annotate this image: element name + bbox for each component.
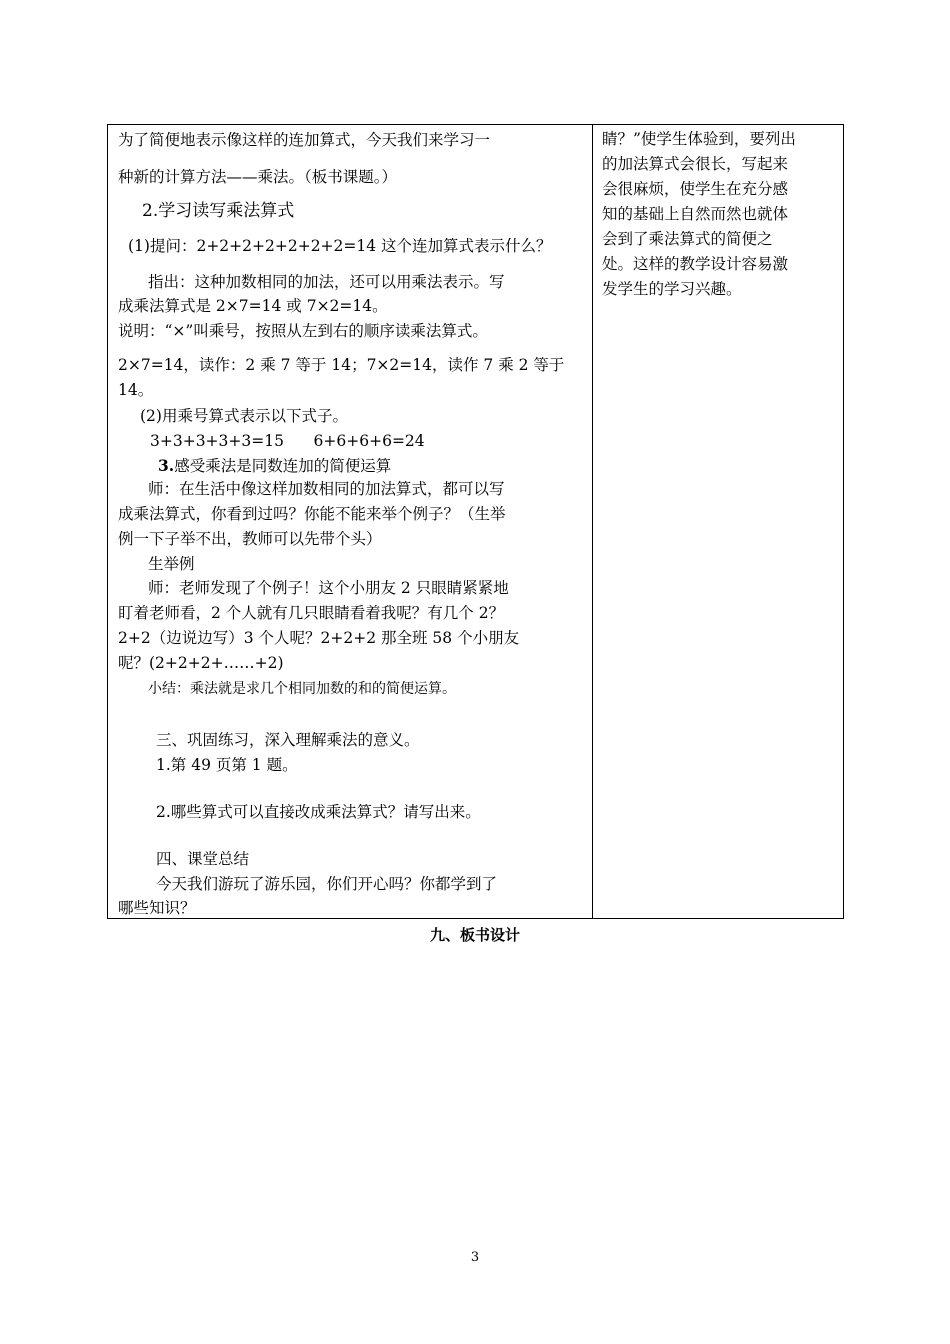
- exercise-item: 2.哪些算式可以直接改成乘法算式？请写出来。: [156, 803, 481, 821]
- summary: 小结：乘法就是求几个相同加数的和的简便运算。: [148, 681, 456, 697]
- text-line: 发学生的学习兴趣。: [602, 280, 742, 298]
- section-heading: 四、课堂总结: [156, 850, 250, 868]
- text-line: 处。这样的教学设计容易激: [602, 255, 789, 273]
- page-number: 3: [470, 1250, 480, 1265]
- exercise-item: 1.第 49 页第 1 题。: [156, 756, 298, 774]
- design-intent-cell: [593, 125, 843, 918]
- text-line: 成乘法算式，你看到过吗？你能不能来举个例子？（生举: [118, 505, 506, 523]
- teaching-process-cell: [108, 125, 593, 918]
- text-line: 成乘法算式是 2×7=14 或 7×2=14。: [118, 297, 388, 315]
- text-line: 今天我们游玩了游乐园，你们开心吗？你都学到了: [156, 875, 498, 893]
- text-line: 睛？”使学生体验到，要列出: [602, 130, 796, 148]
- text-line: 14。: [118, 381, 154, 399]
- question-1: (1)提问：2+2+2+2+2+2+2=14 这个连加算式表示什么？: [128, 237, 552, 255]
- text-line: 师：老师发现了个例子！这个小朋友 2 只眼睛紧紧地: [148, 579, 509, 597]
- text-line: 师：在生活中像这样加数相同的加法算式，都可以写: [148, 480, 505, 498]
- section-heading: 2.学习读写乘法算式: [142, 201, 295, 221]
- text-line: 知的基础上自然而然也就体: [602, 205, 789, 223]
- text-line: 种新的计算方法——乘法。（板书课题。）: [118, 168, 398, 186]
- section-title: 感受乘法是同数连加的简便运算: [174, 457, 392, 475]
- question-2: (2)用乘号算式表示以下式子。: [140, 407, 348, 425]
- section-number: 3.: [158, 456, 175, 475]
- text-line: 会很麻烦，使学生在充分感: [602, 180, 789, 198]
- text-line: 说明：“×”叫乘号，按照从左到右的顺序读乘法算式。: [118, 322, 488, 340]
- text-line: 2×7=14，读作：2 乘 7 等于 14；7×2=14，读作 7 乘 2 等于: [118, 356, 565, 374]
- text-line: 哪些知识？: [118, 899, 196, 917]
- section-caption: 九、板书设计: [429, 926, 520, 944]
- text-line: 盯着老师看，2 个人就有几只眼睛看着我呢？有几个 2？: [118, 604, 505, 622]
- section-heading: [158, 454, 584, 478]
- text-line: 例一下子举不出，教师可以先带个头）: [118, 530, 382, 548]
- text-line: 为了简便地表示像这样的连加算式，今天我们来学习一: [118, 131, 491, 149]
- section-heading: 三、巩固练习，深入理解乘法的意义。: [156, 731, 420, 749]
- lesson-table: [107, 124, 844, 919]
- text-line: 的加法算式会很长，写起来: [602, 155, 789, 173]
- text-line: 会到了乘法算式的简便之: [602, 230, 773, 248]
- text-line: 呢？(2+2+2+……+2): [118, 654, 284, 672]
- text-line: 指出：这种加数相同的加法，还可以用乘法表示。写: [148, 273, 505, 291]
- text-line: 生举例: [148, 555, 195, 573]
- example-expressions: 3+3+3+3+3=15 6+6+6+6=24: [150, 432, 425, 450]
- text-line: 2+2（边说边写）3 个人呢？2+2+2 那全班 58 个小朋友: [118, 629, 520, 647]
